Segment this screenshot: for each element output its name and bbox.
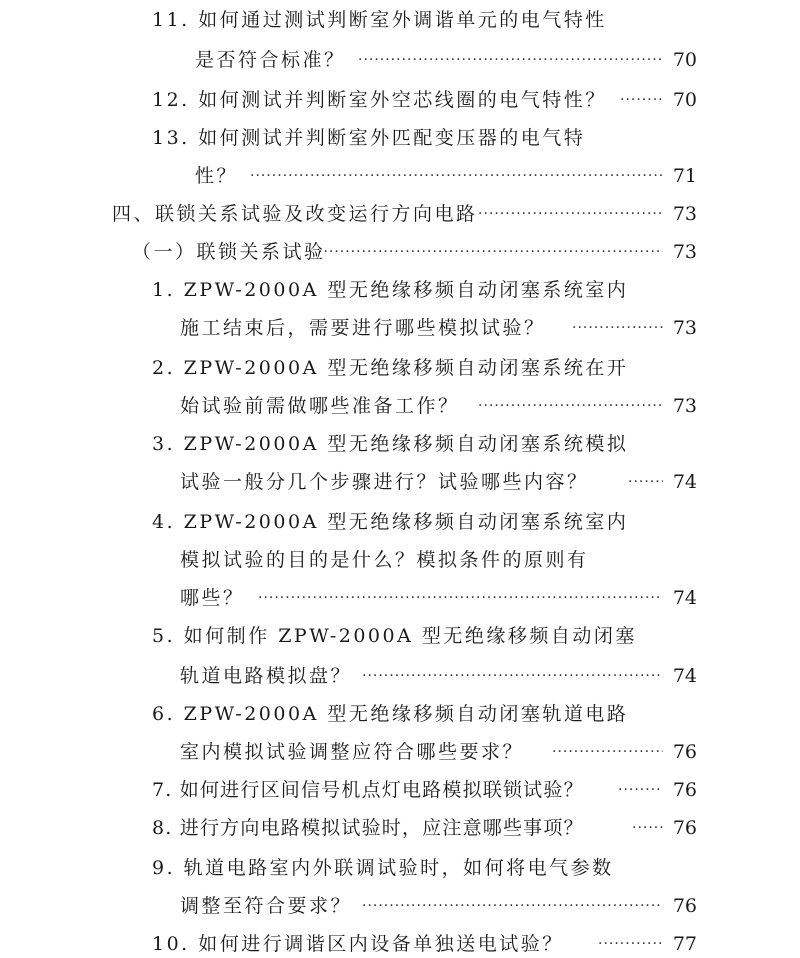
- dot-leader: [250, 164, 663, 188]
- toc-entry-text: 施工结束后，需要进行哪些模拟试验？: [180, 317, 546, 339]
- dot-leader: [258, 586, 663, 610]
- toc-page-number: 71: [672, 165, 697, 187]
- toc-subsection-heading: （一）联锁关系试验: [132, 241, 326, 263]
- toc-page-number: 76: [672, 741, 697, 763]
- toc-page-number: 76: [672, 817, 697, 839]
- toc-entry-text: 13. 如何测试并判断室外匹配变压器的电气特: [152, 127, 586, 149]
- toc-entry-text: 6. ZPW-2000A 型无绝缘移频自动闭塞轨道电路: [152, 703, 629, 725]
- toc-entry-text: 室内模拟试验调整应符合哪些要求？: [180, 741, 525, 763]
- toc-page-number: 76: [672, 779, 697, 801]
- toc-entry-text: 4. ZPW-2000A 型无绝缘移频自动闭塞系统室内: [152, 511, 629, 533]
- toc-entry-text: 12. 如何测试并判断室外空芯线圈的电气特性？: [152, 89, 607, 111]
- toc-entry-text: 5. 如何制作 ZPW-2000A 型无绝缘移频自动闭塞: [152, 625, 637, 647]
- toc-entry-text: 2. ZPW-2000A 型无绝缘移频自动闭塞系统在开: [152, 357, 629, 379]
- toc-entry-text: 11. 如何通过测试判断室外调谐单元的电气特性: [152, 9, 607, 31]
- toc-section-heading: 四、联锁关系试验及改变运行方向电路: [112, 203, 478, 225]
- dot-leader: [598, 932, 663, 956]
- dot-leader: [358, 48, 663, 72]
- dot-leader: [552, 740, 663, 764]
- toc-page-number: 73: [672, 241, 697, 263]
- dot-leader: [478, 394, 663, 418]
- toc-entry-text: 哪些？: [180, 587, 245, 609]
- toc-entry-text: 始试验前需做哪些准备工作？: [180, 395, 460, 417]
- toc-page-number: 73: [672, 203, 697, 225]
- toc-entry-text: 模拟试验的目的是什么？模拟条件的原则有: [180, 549, 589, 571]
- toc-entry-text: 是否符合标准？: [195, 49, 346, 71]
- toc-entry-text: 试验一般分几个步骤进行？试验哪些内容？: [180, 471, 589, 493]
- toc-page-number: 70: [672, 89, 697, 111]
- toc-entry-text: 3. ZPW-2000A 型无绝缘移频自动闭塞系统模拟: [152, 433, 629, 455]
- dot-leader: [362, 894, 663, 918]
- toc-page-number: 74: [672, 587, 697, 609]
- dot-leader: [318, 240, 663, 264]
- toc-entry-text: 10. 如何进行调谐区内设备单独送电试验？: [152, 933, 564, 955]
- toc-page-number: 77: [672, 933, 697, 955]
- toc-entry-text: 轨道电路模拟盘？: [180, 665, 353, 687]
- toc-page-number: 74: [672, 665, 697, 687]
- toc-page-number: 70: [672, 49, 697, 71]
- toc-page-number: 73: [672, 317, 697, 339]
- dot-leader: [362, 664, 663, 688]
- toc-page-number: 73: [672, 395, 697, 417]
- toc-entry-text: 9. 轨道电路室内外联调试验时，如何将电气参数: [152, 857, 614, 879]
- toc-entry-text: 1. ZPW-2000A 型无绝缘移频自动闭塞系统室内: [152, 279, 629, 301]
- toc-entry-text: 7. 如何进行区间信号机点灯电路模拟联锁试验？: [152, 779, 584, 801]
- dot-leader: [478, 202, 663, 226]
- toc-entry-text: 8. 进行方向电路模拟试验时，应注意哪些事项？: [152, 817, 584, 839]
- toc-page-number: 74: [672, 471, 697, 493]
- toc-entry-text: 性？: [195, 165, 239, 187]
- toc-entry-text: 调整至符合要求？: [180, 895, 353, 917]
- dot-leader: [572, 316, 663, 340]
- toc-page-number: 76: [672, 895, 697, 917]
